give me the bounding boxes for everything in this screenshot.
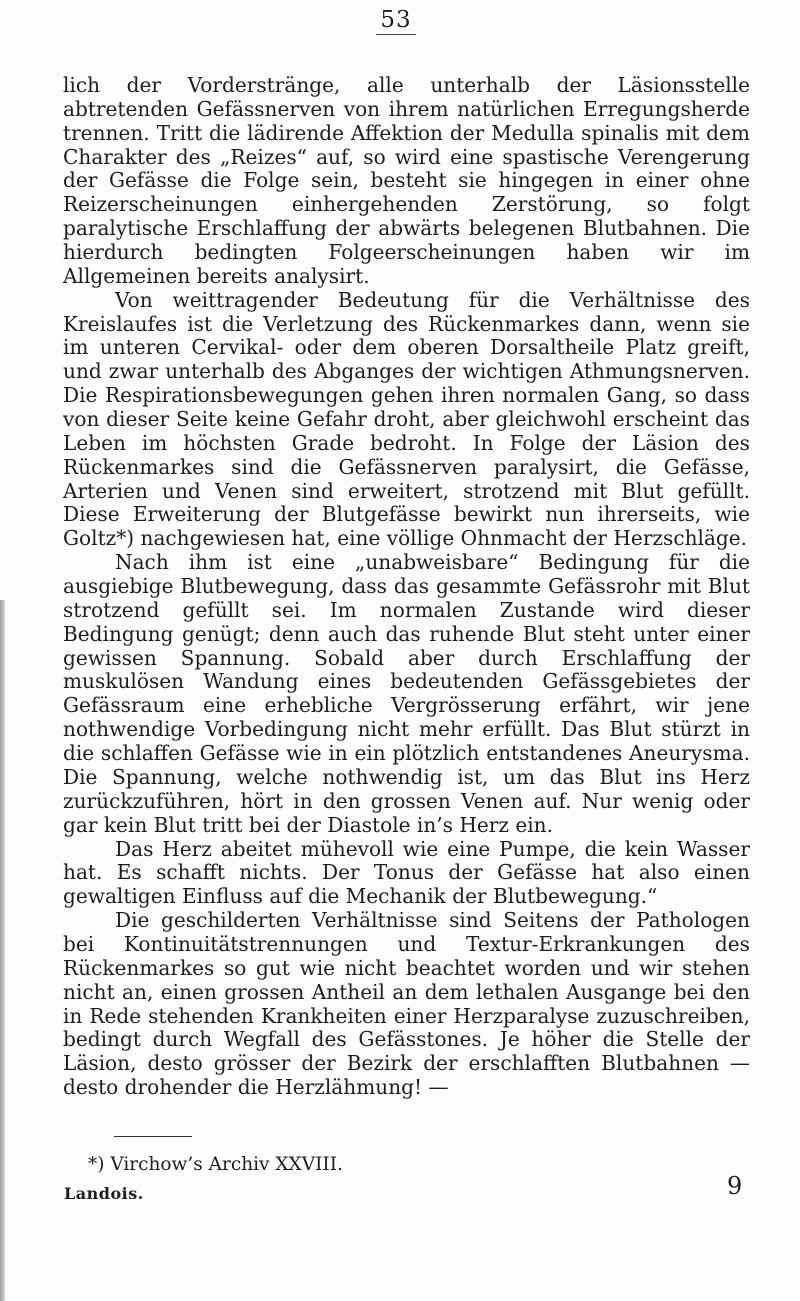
printer-signature: Landois. [64, 1184, 144, 1203]
paragraph: Von weittragender Bedeutung für die Verhältnisse des Kreislaufes ist die Verletzung des Rückenmarkes dann, wenn sie im unteren Cervikal- oder dem oberen Dorsaltheile Platz greift, und zwar unterhalb des Abganges der wichtigen Athmungsnerven. Die Respirationsbewegungen gehen ihren normalen Gang, so dass von dieser Seite keine Gefahr droht, aber gleichwohl erscheint das Leben im höchsten Grade bedroht. In Folge der Läsion des Rückenmarkes sind die Gefässnerven paralysirt, die Gefässe, Arterien und Venen sind erweitert, strotzend mit Blut gefüllt. Diese Erweiterung der Blutgefässe bewirkt nun ihrerseits, wie Goltz*) nachgewiesen hat, eine völlige Ohnmacht der Herzschläge. [63, 287, 750, 551]
paragraph: Nach ihm ist eine „unabweisbare“ Bedingung für die ausgiebige Blutbewegung, dass das gesammte Gefässrohr mit Blut strotzend gefüllt sei. Im normalen Zustande wird dieser Bedingung genügt; denn auch das ruhende Blut steht unter einer gewissen Spannung. Sobald aber durch Erschlaffung der muskulösen Wandung eines bedeutenden Gefässgebietes der Gefässraum eine erhebliche Vergrösserung erfährt, wir jene nothwendige Vorbedingung nicht mehr erfüllt. Das Blut stürzt in die schlaffen Gefässe wie in ein plötzlich entstandenes Aneurysma. Die Spannung, welche nothwendig ist, um das Blut ins Herz zurückzuführen, hört in den grossen Venen auf. Nur wenig oder gar kein Blut tritt bei der Diastole in’s Herz ein. [63, 550, 750, 837]
sheet-number: 9 [727, 1172, 743, 1200]
page-number: 53 [376, 6, 416, 35]
paragraph: lich der Vorderstränge, alle unterhalb der Läsionsstelle abtretenden Gefässnerven von ihrem natürlichen Erregungsherde trennen. Tritt die lädirende Affektion der Medulla spinalis mit dem Charakter des „Reizes“ auf, so wird eine spastische Verengerung der Gefässe die Folge sein, besteht sie hingegen in einer ohne Reizerscheinungen einhergehenden Zerstörung, so folgt paralytische Erschlaffung der abwärts belegenen Blutbahnen. Die hierdurch bedingten Folgeerscheinungen haben wir im Allgemeinen bereits analysirt. [63, 73, 750, 288]
paragraph: Die geschilderten Verhältnisse sind Seitens der Pathologen bei Kontinuitätstrennungen und Textur-Erkrankungen des Rückenmarkes so gut wie nicht beachtet worden und wir stehen nicht an, einen grossen Antheil an dem lethalen Ausgange bei den in Rede stehenden Krankheiten einer Herzparalyse zuzuschreiben, bedingt durch Wegfall des Gefässtones. Je höher die Stelle der Läsion, desto grösser der Bezirk der erschlafften Blutbahnen — desto drohender die Herzlähmung! — [63, 908, 750, 1100]
footnote-divider [114, 1136, 192, 1137]
paragraph: Das Herz abeitet mühevoll wie eine Pumpe, die kein Wasser hat. Es schafft nichts. Der Tonus der Gefässe hat also einen gewaltigen Einfluss auf die Mechanik der Blutbewegung.“ [63, 836, 750, 909]
page-binding-shadow [0, 600, 6, 1301]
body-text [63, 74, 750, 1100]
footnote: *) Virchow’s Archiv XXVIII. [88, 1154, 343, 1175]
